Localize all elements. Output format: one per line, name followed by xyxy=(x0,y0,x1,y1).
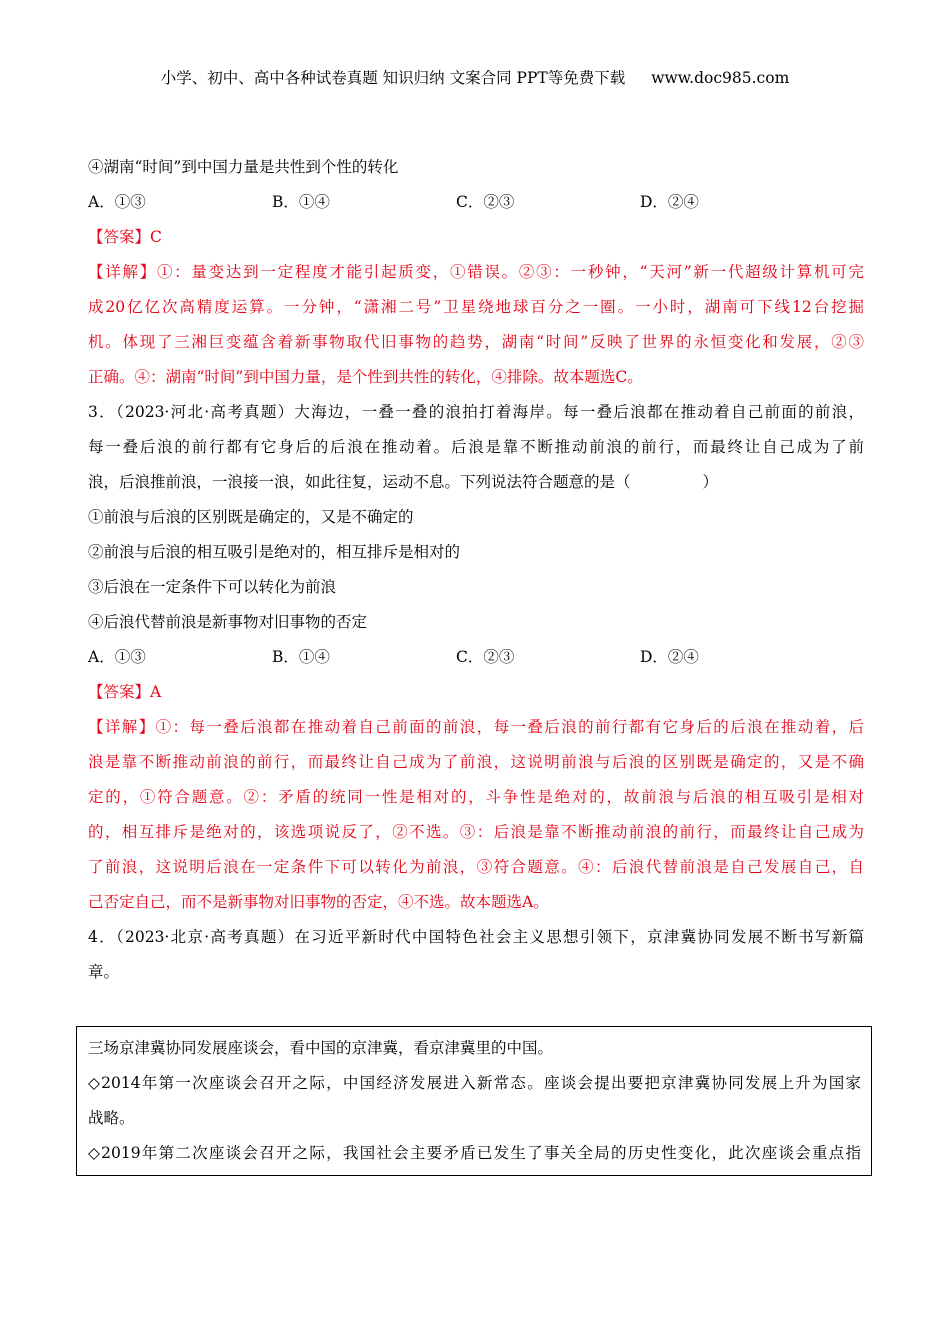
q3-stem-last-line xyxy=(88,465,864,500)
q4-stem-line: 章。 xyxy=(88,963,120,981)
q3-options xyxy=(88,640,864,675)
q3-statement-1: ①前浪与后浪的区别既是确定的，又是不确定的 xyxy=(88,508,414,526)
q3-explanation-line: 己否定自己，而不是新事物对旧事物的否定，④不选。故本题选A。 xyxy=(88,893,549,911)
q3-explanation-line: 【详解】①：每一叠后浪都在推动着自己前面的前浪，每一叠后浪的前行都有它身后的后浪在推动着，后 xyxy=(88,718,864,736)
q4-material-box xyxy=(76,1026,872,1176)
q3-stem-line: 3．（2023·河北·高考真题）大海边，一叠一叠的浪拍打着海岸。每一叠后浪都在推动着自己前面的前浪， xyxy=(88,403,864,421)
q3-stem-close: ） xyxy=(702,473,719,491)
q3-option-b: B．①④ xyxy=(272,648,330,666)
q4-material-line: ◇2014年第一次座谈会召开之际，中国经济发展进入新常态。座谈会提出要把京津冀协同发展上升为国家 xyxy=(88,1074,861,1092)
q2-explanation-line: 【详解】①：量变达到一定程度才能引起质变，①错误。②③：一秒钟，“天河”新一代超级计算机可完 xyxy=(88,263,864,281)
q3-explanation-line: 的，相互排斥是绝对的，该选项说反了，②不选。③：后浪是靠不断推动前浪的前行，而最终让自己成为 xyxy=(88,823,864,841)
q3-explanation-line: 了前浪，这说明后浪在一定条件下可以转化为前浪，③符合题意。④：后浪代替前浪是自己发展自己，自 xyxy=(88,858,864,876)
q3-option-a: A．①③ xyxy=(88,648,146,666)
q2-option-c: C．②③ xyxy=(456,193,515,211)
q4-material-line: ◇2019年第二次座谈会召开之际，我国社会主要矛盾已发生了事关全局的历史性变化，此次座谈会重点指 xyxy=(88,1144,861,1162)
q2-answer: 【答案】C xyxy=(88,228,162,246)
q3-answer: 【答案】A xyxy=(88,683,162,701)
q2-statement-4: ④湖南“时间”到中国力量是共性到个性的转化 xyxy=(88,158,399,176)
q3-statement-3: ③后浪在一定条件下可以转化为前浪 xyxy=(88,578,337,596)
q4-stem-line: 4．（2023·北京·高考真题）在习近平新时代中国特色社会主义思想引领下，京津冀协同发展不断书写新篇 xyxy=(88,928,864,946)
q2-option-b: B．①④ xyxy=(272,193,330,211)
q3-stem-text: 浪，后浪推前浪，一浪接一浪，如此往复，运动不息。下列说法符合题意的是（ xyxy=(88,473,631,491)
q2-option-d: D．②④ xyxy=(640,193,699,211)
q3-statement-4: ④后浪代替前浪是新事物对旧事物的否定 xyxy=(88,613,368,631)
header-url[interactable]: www.doc985.com xyxy=(651,69,790,87)
header-title: 小学、初中、高中各种试卷真题 知识归纳 文案合同 PPT等免费下载 xyxy=(160,69,626,87)
q3-option-c: C．②③ xyxy=(456,648,515,666)
q3-explanation-line: 定的，①符合题意。②：矛盾的统同一性是相对的，斗争性是绝对的，故前浪与后浪的相互吸引是相对 xyxy=(88,788,864,806)
q4-material-line: 三场京津冀协同发展座谈会，看中国的京津冀，看京津冀里的中国。 xyxy=(88,1039,554,1057)
q3-explanation-line: 浪是靠不断推动前浪的前行，而最终让自己成为了前浪，这说明前浪与后浪的区别既是确定的，又是不确 xyxy=(88,753,864,771)
q2-explanation-line: 成20亿亿次高精度运算。一分钟，“潇湘二号”卫星绕地球百分之一圈。一小时，湖南可下线12台挖掘 xyxy=(88,298,864,316)
q3-stem-line: 每一叠后浪的前行都有它身后的后浪在推动着。后浪是靠不断推动前浪的前行，而最终让自己成为了前 xyxy=(88,438,864,456)
q3-option-d: D．②④ xyxy=(640,648,699,666)
page-header xyxy=(0,66,950,88)
document-body xyxy=(88,150,864,990)
q2-options xyxy=(88,185,864,220)
q2-explanation-line: 正确。④：湖南“时间”到中国力量，是个性到共性的转化，④排除。故本题选C。 xyxy=(88,368,643,386)
q4-material-line: 战略。 xyxy=(88,1109,135,1127)
q3-statement-2: ②前浪与后浪的相互吸引是绝对的，相互排斥是相对的 xyxy=(88,543,461,561)
q2-option-a: A．①③ xyxy=(88,193,146,211)
q2-explanation-line: 机。体现了三湘巨变蕴含着新事物取代旧事物的趋势，湖南“时间”反映了世界的永恒变化和发展，②③ xyxy=(88,333,864,351)
